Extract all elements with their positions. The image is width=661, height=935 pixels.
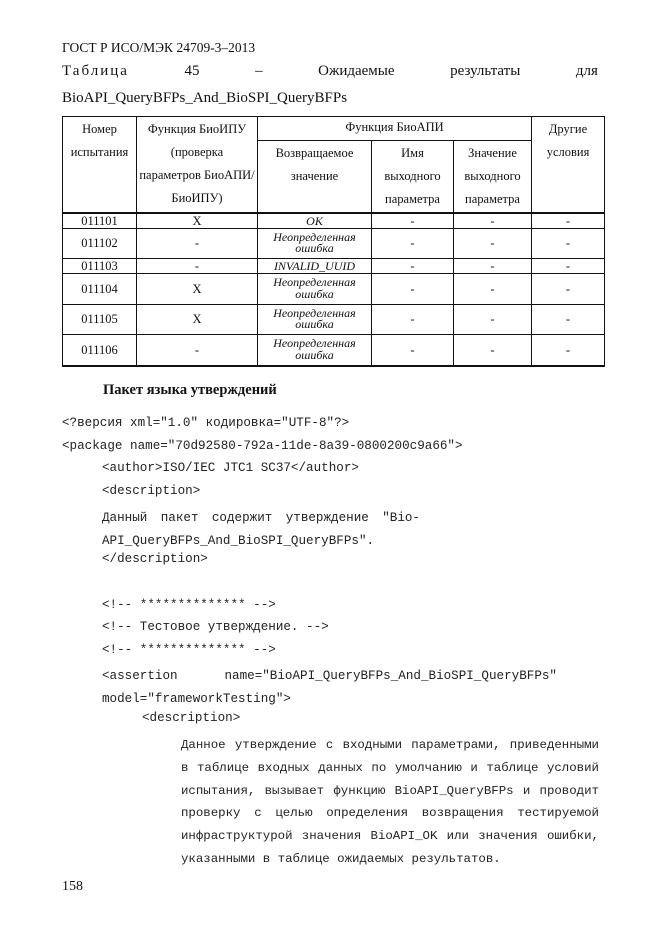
header-bioapi-function: Функция БиоАПИ: [258, 117, 532, 141]
cell-check: X: [137, 273, 258, 304]
expected-results-table: [62, 116, 605, 367]
cell-other: -: [532, 334, 605, 366]
code-description-close: </description>: [102, 552, 208, 566]
cell-test-number: 011103: [63, 258, 137, 273]
cell-out-name: -: [372, 213, 454, 228]
code-comment-test: <!-- Тестовое утверждение. -->: [102, 620, 329, 634]
cell-out-name: -: [372, 304, 454, 334]
table-row: [63, 258, 605, 273]
table-caption: [62, 63, 598, 80]
cell-other: -: [532, 258, 605, 273]
cell-return-value: Неопределенная ошибка: [258, 334, 372, 366]
cell-out-value: -: [454, 258, 532, 273]
cell-test-number: 011106: [63, 334, 137, 366]
cell-test-number: 011101: [63, 213, 137, 228]
code-package-open: <package name="70d92580-792a-11de-8a39-0800200c9a66">: [62, 439, 463, 453]
table-row: [63, 213, 605, 228]
code-xml-declaration: <?версия xml="1.0" кодировка="UTF-8"?>: [62, 416, 350, 430]
cell-other: -: [532, 304, 605, 334]
document-header: ГОСТ Р ИСО/МЭК 24709-3–2013: [62, 40, 256, 55]
table-row: [63, 273, 605, 304]
caption-word: 45: [184, 63, 200, 79]
caption-word: –: [255, 63, 263, 79]
table-row: [63, 334, 605, 366]
header-out-param-value: Значение выходного параметра: [454, 141, 532, 214]
cell-other: -: [532, 273, 605, 304]
cell-return-value: Неопределенная ошибка: [258, 273, 372, 304]
caption-word: Таблица: [62, 63, 129, 79]
cell-out-value: -: [454, 334, 532, 366]
cell-check: -: [137, 334, 258, 366]
cell-out-value: -: [454, 273, 532, 304]
cell-out-name: -: [372, 334, 454, 366]
cell-out-name: -: [372, 273, 454, 304]
cell-test-number: 011105: [63, 304, 137, 334]
code-assertion-description-text: Данное утверждение с входными параметрами, приведенными в таблице входных данных по умолчанию и таблице условий испытания, вызывает функцию BioAPI_QueryBFPs и проводит проверку с целью определения возвращения тестируемой инфраструктурой значения BioAPI_OK или значения ошибки, указанными в таблице ожидаемых результатов.: [181, 738, 599, 866]
cell-test-number: 011104: [63, 273, 137, 304]
page-number: 158: [62, 879, 83, 894]
code-comment-stars: <!-- ************** -->: [102, 643, 276, 657]
cell-return-value: Неопределенная ошибка: [258, 228, 372, 258]
code-assertion-open: <assertion name="BioAPI_QueryBFPs_And_BioSPI_QueryBFPs" model="frameworkTesting">: [102, 669, 557, 706]
code-comment-stars: <!-- ************** -->: [102, 598, 276, 612]
cell-check: -: [137, 258, 258, 273]
caption-word: результаты: [450, 63, 521, 79]
table-row: [63, 304, 605, 334]
table-row: [63, 228, 605, 258]
cell-out-value: -: [454, 228, 532, 258]
header-bioipu-function: Функция БиоИПУ (проверка параметров БиоАПИ/БиоИПУ): [137, 117, 258, 214]
cell-check: X: [137, 304, 258, 334]
cell-check: -: [137, 228, 258, 258]
cell-return-value: INVALID_UUID: [258, 258, 372, 273]
code-assertion-description-open: <description>: [142, 711, 241, 725]
code-author: <author>ISO/IEC JTC1 SC37</author>: [102, 461, 359, 475]
cell-out-name: -: [372, 258, 454, 273]
cell-out-name: -: [372, 228, 454, 258]
cell-check: X: [137, 213, 258, 228]
caption-word: для: [575, 63, 598, 79]
cell-other: -: [532, 213, 605, 228]
cell-out-value: -: [454, 304, 532, 334]
header-out-param-name: Имя выходного параметра: [372, 141, 454, 214]
cell-test-number: 011102: [63, 228, 137, 258]
cell-return-value: Неопределенная ошибка: [258, 304, 372, 334]
section-heading: Пакет языка утверждений: [103, 382, 277, 398]
code-description-text: Данный пакет содержит утверждение "Bio-API_QueryBFPs_And_BioSPI_QueryBFPs".: [102, 511, 420, 548]
header-test-number: Номер испытания: [63, 117, 137, 214]
header-return-value: Возвращаемое значение: [258, 141, 372, 214]
cell-out-value: -: [454, 213, 532, 228]
table-caption-function: BioAPI_QueryBFPs_And_BioSPI_QueryBFPs: [62, 90, 348, 106]
code-description-open: <description>: [102, 484, 201, 498]
header-other-conditions: Другие условия: [532, 117, 605, 214]
caption-word: Ожидаемые: [318, 63, 395, 79]
cell-return-value: OK: [258, 213, 372, 228]
cell-other: -: [532, 228, 605, 258]
